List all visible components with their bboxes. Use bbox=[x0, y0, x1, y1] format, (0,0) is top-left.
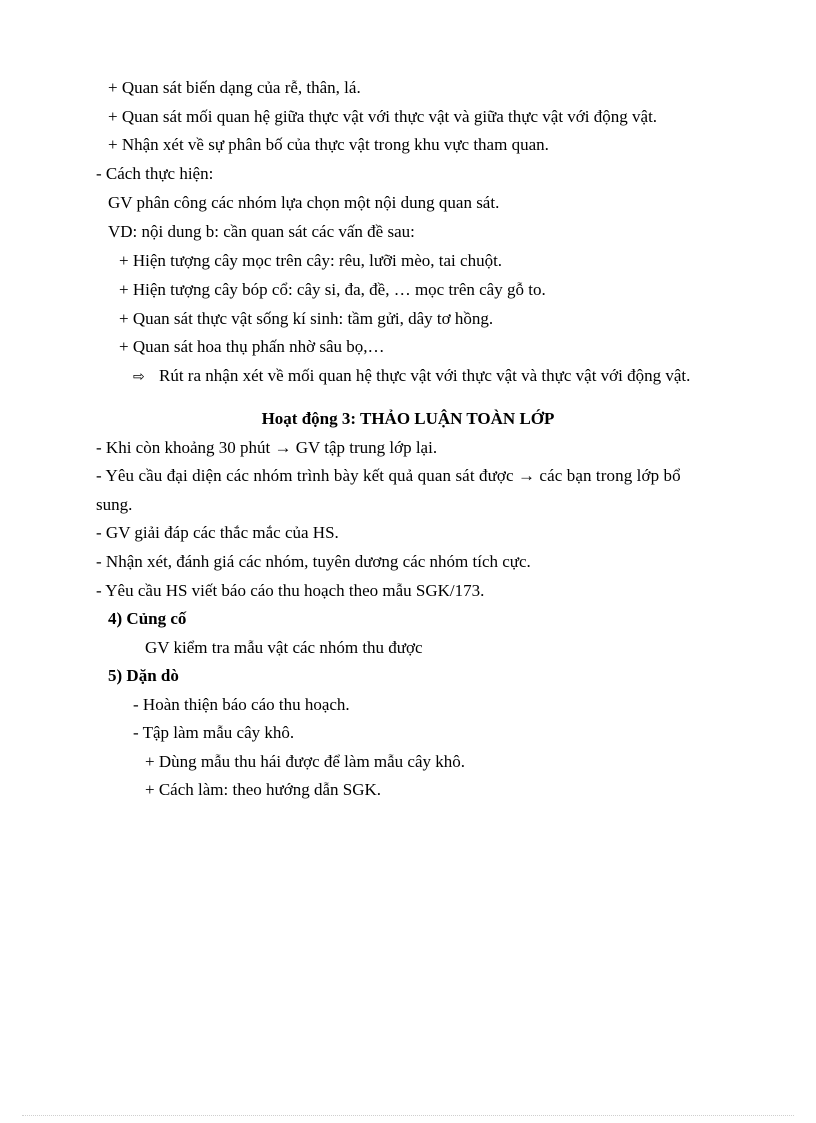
conclusion-text: Rút ra nhận xét về mối quan hệ thực vật với thực vật và thực vật với động vật. bbox=[159, 366, 691, 385]
sub-item: + Quan sát thực vật sống kí sinh: tầm gửi, dây tơ hồng. bbox=[119, 309, 494, 328]
activity3-line: - Yêu cầu HS viết báo cáo thu hoạch theo mẫu SGK/173. bbox=[96, 581, 485, 600]
observation-item: + Nhận xét về sự phân bố của thực vật trong khu vực tham quan. bbox=[108, 135, 549, 154]
page-bottom-divider bbox=[22, 1115, 794, 1116]
homework-item: - Tập làm mẫu cây khô. bbox=[133, 723, 295, 742]
section4-heading: 4) Củng cố bbox=[108, 609, 187, 628]
observation-item: + Quan sát biến dạng của rễ, thân, lá. bbox=[108, 78, 361, 97]
method-heading: - Cách thực hiện: bbox=[96, 164, 214, 183]
observation-item: + Quan sát mối quan hệ giữa thực vật với thực vật và giữa thực vật với động vật. bbox=[108, 107, 658, 126]
example-text: VD: nội dung b: cần quan sát các vấn đề sau: bbox=[108, 222, 415, 241]
sub-item: + Hiện tượng cây bóp cổ: cây si, đa, đề, … mọc trên cây gỗ to. bbox=[119, 280, 546, 299]
activity3-line: - GV giải đáp các thắc mắc của HS. bbox=[96, 523, 339, 542]
activity3-line: - Yêu cầu đại diện các nhóm trình bày kết quả quan sát được → các bạn trong lớp bổ bbox=[96, 466, 681, 485]
homework-item: - Hoàn thiện báo cáo thu hoạch. bbox=[133, 695, 350, 714]
activity3-line: - Khi còn khoảng 30 phút → GV tập trung lớp lại. bbox=[96, 438, 438, 457]
right-arrow-outline-icon: ⇨ bbox=[133, 369, 145, 385]
sub-item: + Hiện tượng cây mọc trên cây: rêu, lưỡi mèo, tai chuột. bbox=[119, 251, 503, 270]
homework-sub-item: + Dùng mẫu thu hái được để làm mẫu cây khô. bbox=[145, 752, 466, 771]
section4-text: GV kiểm tra mẫu vật các nhóm thu được bbox=[145, 638, 423, 657]
homework-sub-item: + Cách làm: theo hướng dẫn SGK. bbox=[145, 780, 382, 799]
method-text: GV phân công các nhóm lựa chọn một nội dung quan sát. bbox=[108, 193, 500, 212]
sub-item: + Quan sát hoa thụ phấn nhờ sâu bọ,… bbox=[119, 337, 385, 356]
activity3-heading: Hoạt động 3: THẢO LUẬN TOÀN LỚP bbox=[261, 409, 555, 428]
conclusion-line bbox=[133, 366, 690, 386]
activity3-line: sung. bbox=[96, 495, 133, 514]
activity3-line: - Nhận xét, đánh giá các nhóm, tuyên dương các nhóm tích cực. bbox=[96, 552, 531, 571]
section5-heading: 5) Dặn dò bbox=[108, 666, 179, 685]
